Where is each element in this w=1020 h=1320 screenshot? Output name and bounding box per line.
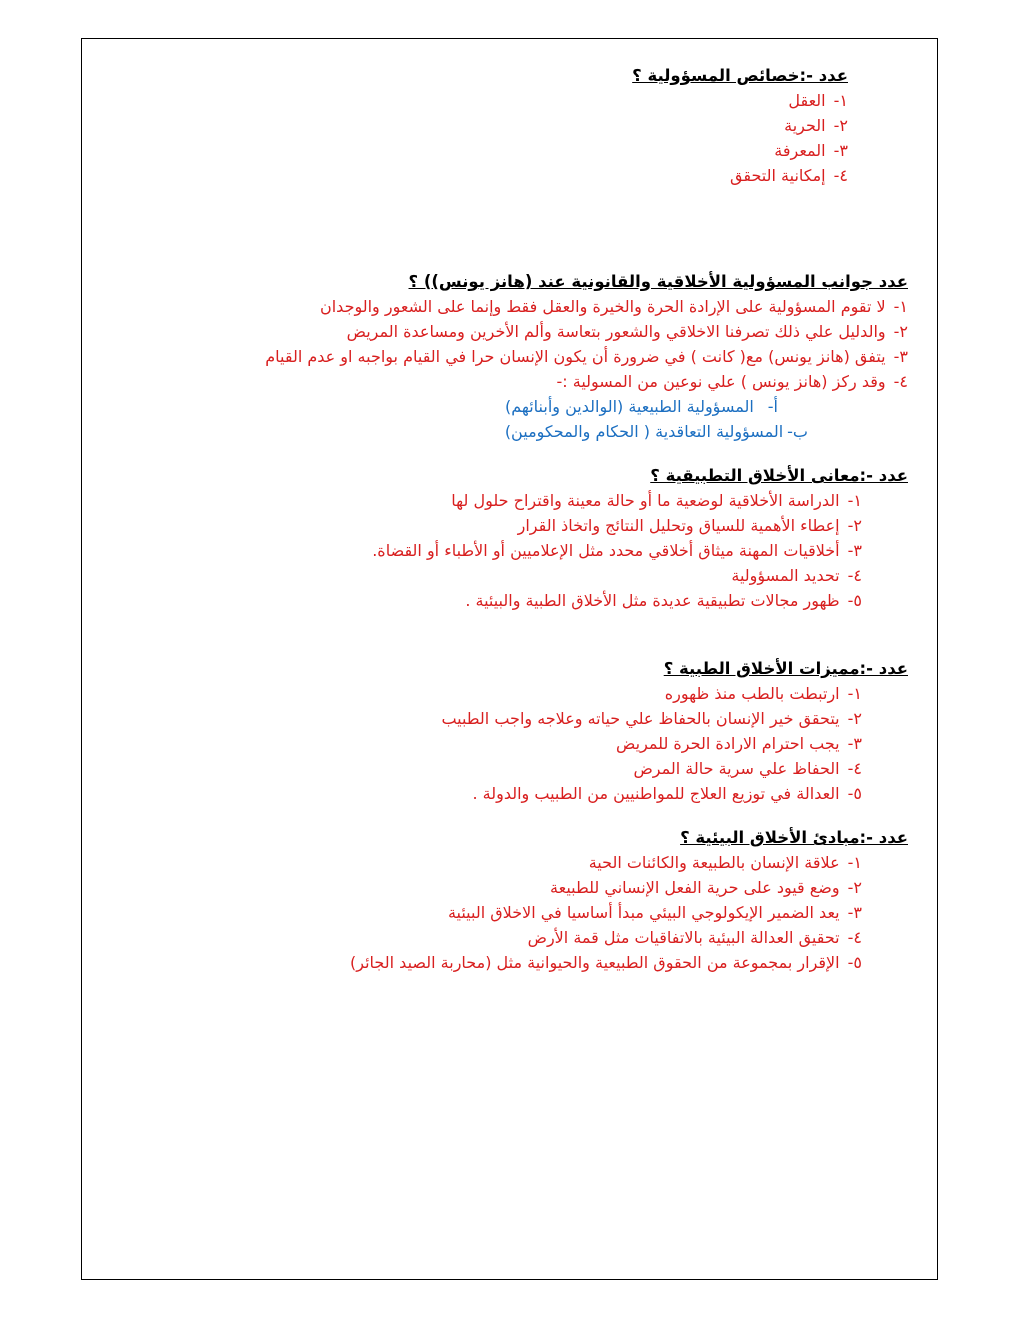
item-number: ب- [787,422,808,441]
list-item [88,681,862,706]
item-text: أخلاقيات المهنة ميثاق أخلاقي محدد مثل الإعلاميين أو الأطباء أو القضاة. [372,541,840,560]
list-item [88,138,848,163]
section-heading: عدد -:خصائص المسؤولية ؟ [632,66,848,85]
document-body [88,64,908,975]
item-text: يتفق (هانز يونس) مع( كانت ) في ضرورة أن يكون الإنسان حرا في القيام بواجبه او عدم القيام [265,347,886,366]
item-number: ٢- [847,516,862,535]
item-number: ٥- [847,953,862,972]
list-item [88,706,862,731]
list-item [88,925,862,950]
item-number: أ- [767,397,778,416]
item-text: إمكانية التحقق [730,166,826,185]
item-text: المعرفة [774,141,826,160]
list-item [88,563,862,588]
item-number: ٣- [847,734,862,753]
item-text: الدراسة الأخلاقية لوضعية ما أو حالة معينة واقتراح حلول لها [451,491,840,510]
item-number: ١- [847,853,862,872]
list-item [88,900,862,925]
item-number: ١- [893,297,908,316]
item-text: والدليل علي ذلك تصرفنا الاخلاقي والشعور بتعاسة وألم الأخرين ومساعدة المريض [346,322,886,341]
item-text: علاقة الإنسان بالطبيعة والكائنات الحية [588,853,840,872]
section-heading: عدد -:مبادئ الأخلاق البيئية ؟ [680,828,908,847]
item-number: ٥- [847,591,862,610]
section-medical-ethics-features [88,657,908,806]
list-item [88,319,908,344]
item-number: ٤- [893,372,908,391]
item-text: الحرية [784,116,826,135]
list-item [88,488,862,513]
list-item [88,731,862,756]
item-text: يعد الضمير الإيكولوجي البيئي مبدأ أساسيا في الاخلاق البيئية [447,903,840,922]
item-text: وقد ركز (هانز يونس ) علي نوعين من المسولية :- [556,372,886,391]
item-number: ٣- [847,541,862,560]
sub-list-item [88,394,778,419]
item-text: المسؤولية الطبيعية (الوالدين وأبنائهم) [504,397,754,416]
item-number: ٥- [847,784,862,803]
item-number: ٢- [847,709,862,728]
item-text: الإقرار بمجموعة من الحقوق الطبيعية والحيوانية مثل (محاربة الصيد الجائر) [350,953,840,972]
item-text: وضع قيود على حرية الفعل الإنساني للطبيعة [550,878,840,897]
list-item [88,950,862,975]
item-text: يتحقق خير الإنسان بالحفاظ علي حياته وعلاجه واجب الطبيب [441,709,840,728]
item-number: ٤- [847,759,862,778]
list-item [88,513,862,538]
item-number: ٢- [833,116,848,135]
item-text: لا تقوم المسؤولية على الإرادة الحرة والخيرة والعقل فقط وإنما على الشعور والوجدان [319,297,886,316]
item-number: ٣- [833,141,848,160]
item-number: ٤- [833,166,848,185]
item-text: المسؤولية التعاقدية ( الحكام والمحكومين) [504,422,784,441]
list-item [88,588,862,613]
section-responsibility-traits [88,64,848,188]
item-number: ٢- [847,878,862,897]
list-item [88,294,908,319]
section-environmental-ethics-principles [88,826,908,975]
item-number: ٤- [847,928,862,947]
list-item [88,344,908,369]
item-text: إعطاء الأهمية للسياق وتحليل النتائج واتخاذ القرار [517,516,840,535]
item-text: ارتبطت بالطب منذ ظهوره [664,684,840,703]
item-text: العقل [788,91,826,110]
list-item [88,369,908,394]
item-text: يجب احترام الارادة الحرة للمريض [616,734,840,753]
item-number: ٣- [893,347,908,366]
item-text: ظهور مجالات تطبيقية عديدة مثل الأخلاق الطبية والبيئية . [465,591,840,610]
list-item [88,163,848,188]
item-text: العدالة في توزيع العلاج للمواطنيين من الطبيب والدولة . [472,784,840,803]
list-item [88,88,848,113]
list-item [88,538,862,563]
section-responsibility-aspects [88,270,908,444]
section-applied-ethics-meanings [88,464,908,613]
item-number: ١- [847,684,862,703]
list-item [88,875,862,900]
item-text: الحفاظ علي سرية حالة المرض [633,759,840,778]
item-number: ٢- [893,322,908,341]
item-text: تحديد المسؤولية [731,566,840,585]
sub-list-item [88,419,808,444]
item-number: ٣- [847,903,862,922]
section-heading: عدد -:معانى الأخلاق التطبيقية ؟ [650,466,908,485]
item-number: ١- [847,491,862,510]
list-item [88,781,862,806]
list-item [88,756,862,781]
list-item [88,113,848,138]
item-text: تحقيق العدالة البيئية بالاتفاقيات مثل قمة الأرض [527,928,840,947]
item-number: ١- [833,91,848,110]
list-item [88,850,862,875]
section-heading: عدد جوانب المسؤولية الأخلاقية والقانونية عند (هانز يونس)) ؟ [408,272,908,291]
item-number: ٤- [847,566,862,585]
section-heading: عدد -:مميزات الأخلاق الطبية ؟ [663,659,908,678]
